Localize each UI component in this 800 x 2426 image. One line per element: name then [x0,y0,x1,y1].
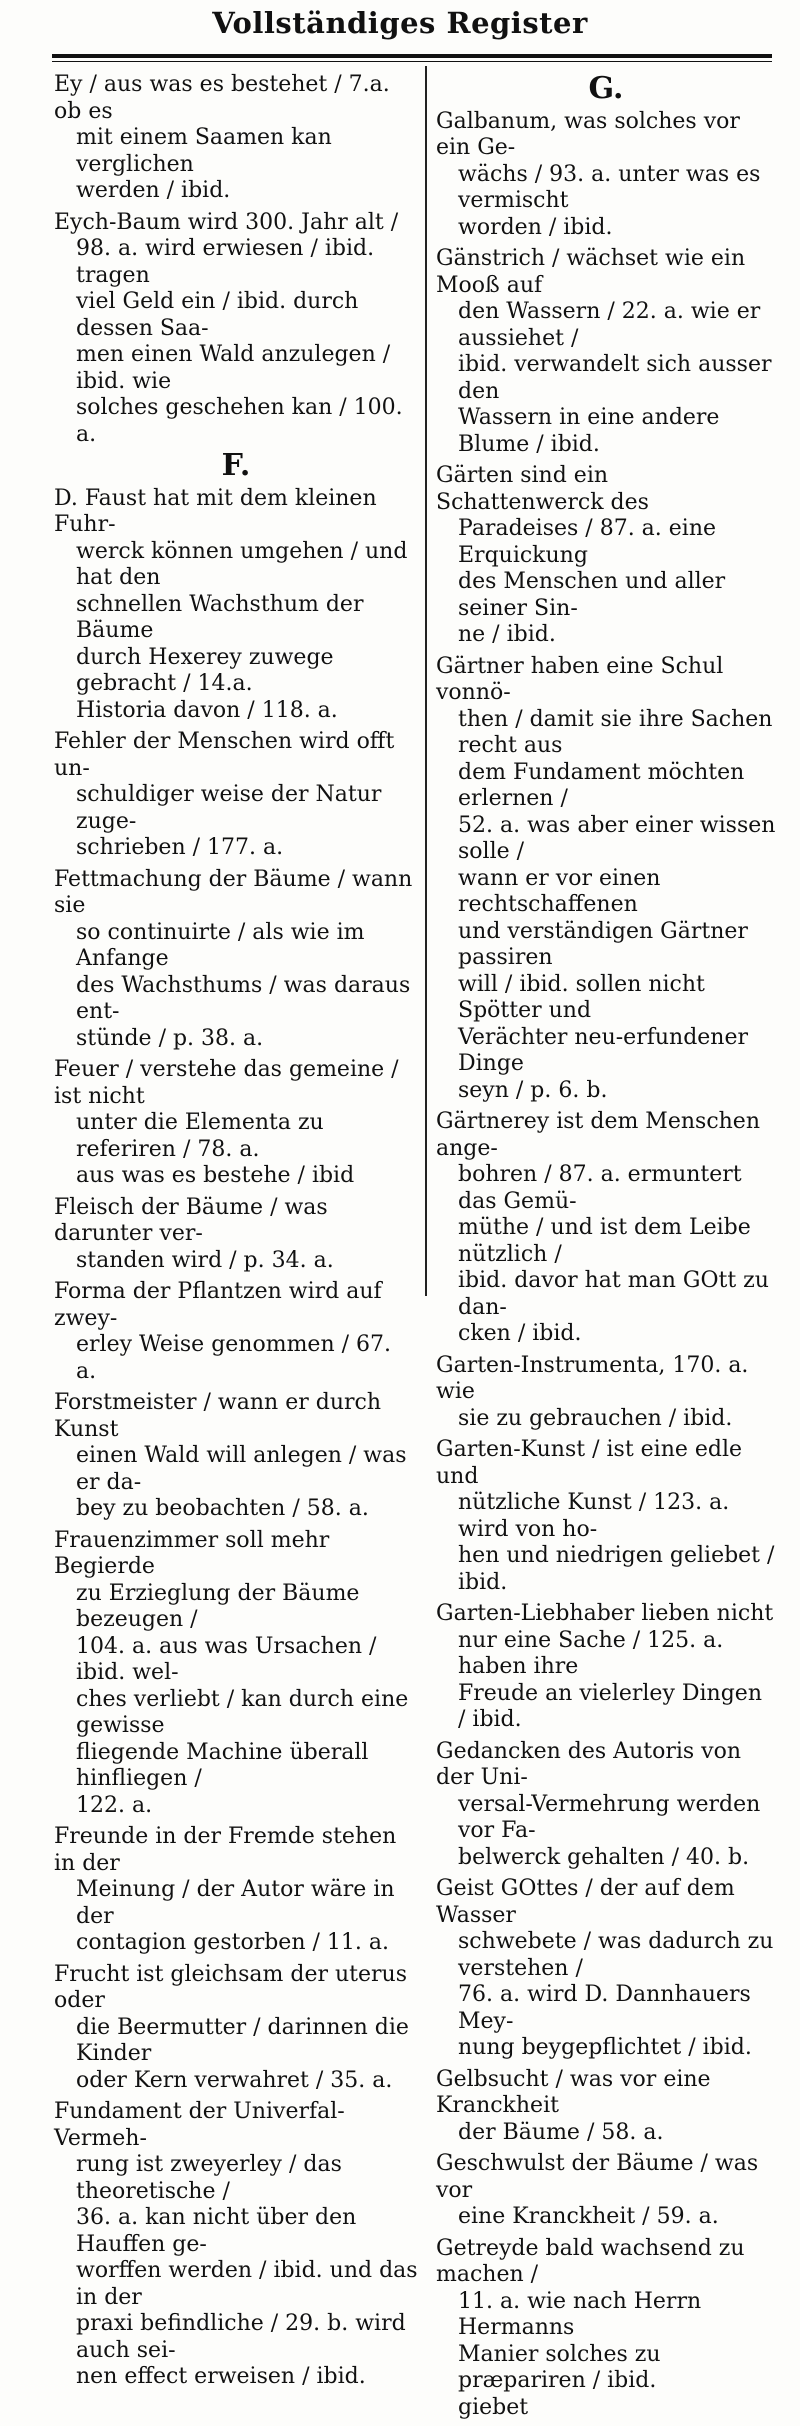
entry-line: nung beygepflichtet / ibid. [458,2035,752,2060]
right-entries [436,109,776,2422]
entry-line: Fundament der Univerfal-Vermeh- [54,2099,345,2151]
entry-line: Frucht ist gleichsam der uterus oder [54,1961,407,2013]
entry-line: und verständigen Gärtner passiren [458,918,748,970]
entry-line: mit einem Saamen kan verglichen [76,125,332,177]
entry-line: die Beermutter / darinnen die Kinder [76,2014,409,2066]
entry-line: bey zu beobachten / 58. a. [76,1496,369,1521]
entry-line: Gelbsucht / was vor eine Kranckheit [436,2066,711,2118]
entry-line: worden / ibid. [458,214,613,240]
entry-line: Geschwulst der Bäume / was vor [436,2151,759,2203]
entry-line: ne / ibid. [458,622,556,647]
entry-line: wann er vor einen rechtschaffenen [458,865,661,917]
entry-line: werck können umgehen / und hat den [76,538,408,590]
entry-line: will / ibid. sollen nicht Spötter und [458,971,705,1023]
entry-line: Manier solches zu præpariren / ibid. [458,2341,661,2393]
entry-line: Gedancken des Autoris von der Uni- [436,1738,742,1790]
entry-line: Freunde in der Fremde stehen in der [54,1824,397,1876]
entry-line: schrieben / 177. a. [76,835,284,860]
entry-line: Verächter neu-erfundener Dinge [458,1024,748,1076]
entry-line: D. Faust hat mit dem kleinen Fuhr- [54,485,377,537]
register-entry-gedancken [436,1739,776,1872]
register-entry-fettmachung [54,867,418,1053]
entry-line: Feuer / verstehe das gemeine / ist nicht [54,1057,399,1109]
register-entry-forma [54,1279,418,1385]
left-column [54,72,418,2396]
entry-line: Historia davon / 118. a. [76,697,338,723]
entries-before-section [54,72,418,448]
entry-line: Freude an vielerley Dingen / ibid. [458,1680,762,1732]
register-entry-garten_liebhaber [436,1601,776,1734]
entry-line: 11. a. wie nach Herrn Hermanns [458,2288,702,2340]
register-entry-geist_gottes [436,1876,776,2062]
entry-line: Galbanum, was solches vor ein Ge- [436,108,740,160]
entry-line: 76. a. wird D. Dannhauers Mey- [458,1982,751,2034]
entry-line: Gärten sind ein Schattenwerck des [436,463,649,515]
entry-line: ibid. verwandelt sich ausser den [458,352,772,404]
entry-line: schwebete / was dadurch zu verstehen / [458,1929,774,1981]
column-divider [425,66,427,1296]
register-entry-gartnerey [436,1109,776,1348]
entry-line: seyn / p. 6. b. [458,1077,608,1103]
entry-line: 52. a. was aber einer wissen solle / [458,812,776,864]
entry-line: erley Weise genommen / 67. a. [76,1332,392,1384]
entry-line: Frauenzimmer soll mehr Begierde [54,1527,330,1579]
register-entry-fleisch [54,1195,418,1275]
entry-line: praxi befindliche / 29. b. wird auch sei- [76,2311,406,2363]
right-column [436,72,776,2426]
entry-line: Garten-Instrumenta, 170. a. wie [436,1352,749,1404]
entry-line: so continuirte / als wie im Anfange [76,919,365,971]
entry-line: Gärtnerey ist dem Menschen ange- [436,1109,760,1161]
entry-line: Getreyde bald wachsend zu machen / [436,2235,745,2287]
entry-line: dem Fundament möchten erlernen / [458,759,745,811]
entry-line: den Wassern / 22. a. wie er aussiehet / [458,299,761,351]
entry-line: nützliche Kunst / 123. a. wird von ho- [458,1490,730,1542]
entry-line: contagion gestorben / 11. a. [76,1930,389,1955]
entry-line: worffen werden / ibid. und das in der [76,2258,418,2310]
entry-line: versal-Vermehrung werden vor Fa- [458,1791,761,1843]
entry-line: müthe / und ist dem Leibe nützlich / [458,1215,751,1267]
entry-line: Forstmeister / wann er durch Kunst [54,1390,382,1442]
register-entry-frauenzimmer [54,1528,418,1820]
entry-line: Fehler der Menschen wird offt un- [54,729,395,781]
entry-line: bohren / 87. a. ermuntert das Gemü- [458,1162,742,1214]
header-rule-thin [52,61,772,62]
entry-line: Gänstrich / wächset wie ein Mooß auf [436,246,746,298]
entry-line: standen wird / p. 34. a. [76,1247,334,1273]
entry-line: oder Kern verwahret / 35. a. [76,2067,393,2093]
entry-line: ibid. davor hat man GOtt zu dan- [458,1268,769,1320]
entry-line: nen effect erweisen / ibid. [76,2364,366,2389]
entry-line: Paradeises / 87. a. eine Erquickung [458,516,717,568]
register-entry-frucht [54,1962,418,2095]
register-entry-garten [436,463,776,649]
register-entry-garten_kunst [436,1437,776,1596]
entry-line: nur eine Sache / 125. a. haben ihre [458,1627,724,1679]
register-entry-feuer [54,1057,418,1190]
entry-line: des Wachsthums / was daraus ent- [76,972,411,1024]
register-entry-freunde [54,1824,418,1957]
header-rule [52,54,772,58]
entry-line: werden / ibid. [76,178,231,203]
entry-line: Ey / aus was es bestehet / 7.a. ob es [54,72,390,124]
entry-line: then / damit sie ihre Sachen recht aus [458,706,773,758]
section-letter-f: F. [221,448,251,483]
entry-line: stünde / p. 38. a. [76,1025,264,1051]
entry-line: unter die Elementa zu referiren / 78. a. [76,1110,324,1162]
register-entry-faust [54,486,418,725]
register-entry-forstmeister [54,1390,418,1523]
entry-line: Geist GOttes / der auf dem Wasser [436,1876,735,1928]
entry-line: Forma der Pflantzen wird auf zwey- [54,1279,382,1331]
entry-line: durch Hexerey zuwege gebracht / 14.a. [76,644,334,696]
entry-line: viel Geld ein / ibid. durch dessen Saa- [76,289,359,341]
register-entry-fundament [54,2099,418,2391]
entry-line: Eych-Baum wird 300. Jahr alt / [54,209,399,235]
entry-line: wächs / 93. a. unter was es vermischt [458,161,761,213]
entry-line: eine Kranckheit / 59. a. [458,2204,719,2229]
register-entry-ey [54,72,418,205]
register-entry-ganstrich [436,246,776,458]
entry-line: sie zu gebrauchen / ibid. [458,1405,733,1431]
entry-line: 36. a. kan nicht über den Hauffen ge- [76,2205,357,2257]
entry-line: giebet [458,2394,529,2420]
register-entry-garten_instrumenta [436,1353,776,1433]
entry-line: cken / ibid. [458,1321,582,1346]
entry-line: Garten-Liebhaber lieben nicht [436,1601,774,1626]
entry-line: des Menschen und aller seiner Sin- [458,569,726,621]
entry-line: ches verliebt / kan durch eine gewisse [76,1686,409,1738]
register-entry-gartner [436,654,776,1105]
page-title: Vollständiges Register [212,6,588,40]
register-entry-gelbsucht [436,2067,776,2147]
entry-line: zu Erzieglung der Bäume bezeugen / [76,1580,360,1632]
register-entry-eychbaum [54,210,418,449]
entry-line: schnellen Wachsthum der Bäume [76,591,364,643]
entry-line: men einen Wald anzulegen / ibid. wie [76,342,391,394]
entry-line: hen und niedrigen geliebet / ibid. [458,1543,775,1595]
register-entry-geschwulst [436,2151,776,2231]
entry-line: 104. a. aus was Ursachen / ibid. wel- [76,1633,377,1685]
entry-line: Meinung / der Autor wäre in der [76,1877,395,1929]
entry-line: 98. a. wird erwiesen / ibid. tragen [76,236,375,288]
entry-line: schuldiger weise der Natur zuge- [76,782,382,834]
entry-line: der Bäume / 58. a. [458,2119,664,2145]
register-entry-galbanum [436,109,776,242]
entry-line: aus was es bestehe / ibid [76,1163,355,1188]
section-letter-g: G. [588,71,624,106]
entry-line: rung ist zweyerley / das theoretische / [76,2152,342,2204]
entry-line: solches geschehen kan / 100. a. [76,395,403,447]
register-entry-getreyde [436,2236,776,2422]
register-entry-fehler [54,729,418,862]
entry-line: Fettmachung der Bäume / wann sie [54,866,413,918]
entry-line: Wassern in eine andere Blume / ibid. [458,405,720,457]
entry-line: Garten-Kunst / ist eine edle und [436,1437,743,1489]
entry-line: Fleisch der Bäume / was darunter ver- [54,1194,328,1246]
entries-after-section [54,486,418,2391]
entry-line: Gärtner haben eine Schul vonnö- [436,653,724,705]
entry-line: einen Wald will anlegen / was er da- [76,1443,407,1495]
entry-line: belwerck gehalten / 40. b. [458,1844,750,1870]
entry-line: 122. a. [76,1792,153,1818]
entry-line: fliegende Machine überall hinfliegen / [76,1739,369,1791]
